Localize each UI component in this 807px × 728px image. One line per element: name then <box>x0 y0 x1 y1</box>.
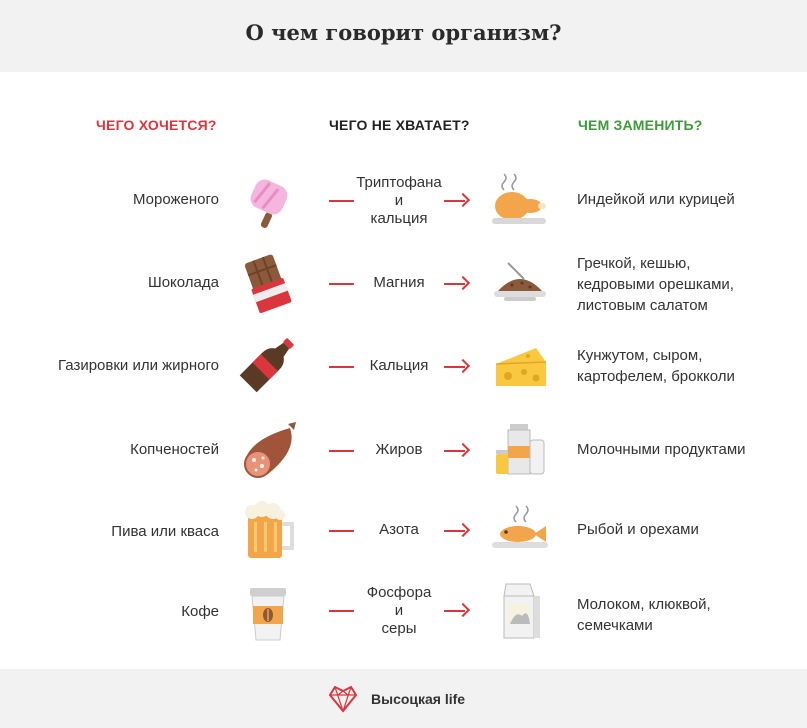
roast-chicken-icon <box>490 170 550 230</box>
table-row <box>0 410 807 490</box>
page-title: О чем говорит организм? <box>245 20 562 45</box>
header-band <box>0 0 807 72</box>
deficiency-line: и <box>394 192 404 209</box>
beer-mug-icon <box>238 500 298 560</box>
deficiency-line: и <box>394 602 404 619</box>
ice-cream-icon <box>238 172 298 232</box>
deficiency-line: Жиров <box>375 441 423 458</box>
replacement-line: Индейкой или курицей <box>577 191 735 208</box>
craving-label: Пива или кваса <box>111 523 219 540</box>
brand-name: Высоцкая life <box>371 691 466 707</box>
deficiency-line: Магния <box>373 274 425 291</box>
replacement-text <box>577 253 787 316</box>
chocolate-icon <box>238 253 298 313</box>
heart-gem-logo-icon <box>328 683 358 713</box>
craving-label: Кофе <box>181 603 219 620</box>
replacement-line: Молоком, клюквой, <box>577 596 711 613</box>
buckwheat-plate-icon <box>490 255 550 315</box>
table-row <box>0 326 807 406</box>
table-row <box>0 160 807 240</box>
replacement-text <box>577 189 787 210</box>
deficiency-line: Кальция <box>369 357 429 374</box>
soda-bottle-icon <box>238 334 298 394</box>
deficiency-line: Фосфора <box>366 584 432 601</box>
coffee-cup-icon <box>238 582 298 642</box>
deficiency-line: Триптофана <box>356 174 442 191</box>
sausage-icon <box>238 420 298 480</box>
replacement-line: Кунжутом, сыром, <box>577 347 703 364</box>
craving-label: Газировки или жирного <box>57 357 219 374</box>
column-header-lack: ЧЕГО НЕ ХВАТАЕТ? <box>329 117 470 133</box>
fish-plate-icon <box>490 500 550 560</box>
deficiency-line: Азота <box>379 521 419 538</box>
replacement-line: Молочными продуктами <box>577 441 746 458</box>
replacement-line: картофелем, брокколи <box>577 368 735 385</box>
milk-carton-icon <box>490 580 550 640</box>
craving-label: Копченостей <box>130 441 219 458</box>
table-row <box>0 243 807 323</box>
replacement-text <box>577 519 787 540</box>
replacement-text <box>577 439 787 460</box>
table-row <box>0 490 807 570</box>
replacement-text <box>577 345 787 387</box>
dairy-products-icon <box>490 420 550 480</box>
cheese-icon <box>490 336 550 396</box>
replacement-line: листовым салатом <box>577 297 708 314</box>
deficiency-line: серы <box>381 620 417 637</box>
replacement-line: семечками <box>577 617 653 634</box>
craving-label: Мороженого <box>132 191 219 208</box>
table-row <box>0 570 807 650</box>
replacement-line: Рыбой и орехами <box>577 521 699 538</box>
replacement-line: Гречкой, кешью, <box>577 255 691 272</box>
column-header-want: ЧЕГО ХОЧЕТСЯ? <box>96 117 217 133</box>
replacement-line: кедровыми орешками, <box>577 276 734 293</box>
footer-band <box>0 669 807 728</box>
deficiency-line: кальция <box>370 210 428 227</box>
craving-label: Шоколада <box>147 274 219 291</box>
replacement-text <box>577 594 787 636</box>
column-header-replace: ЧЕМ ЗАМЕНИТЬ? <box>578 117 703 133</box>
